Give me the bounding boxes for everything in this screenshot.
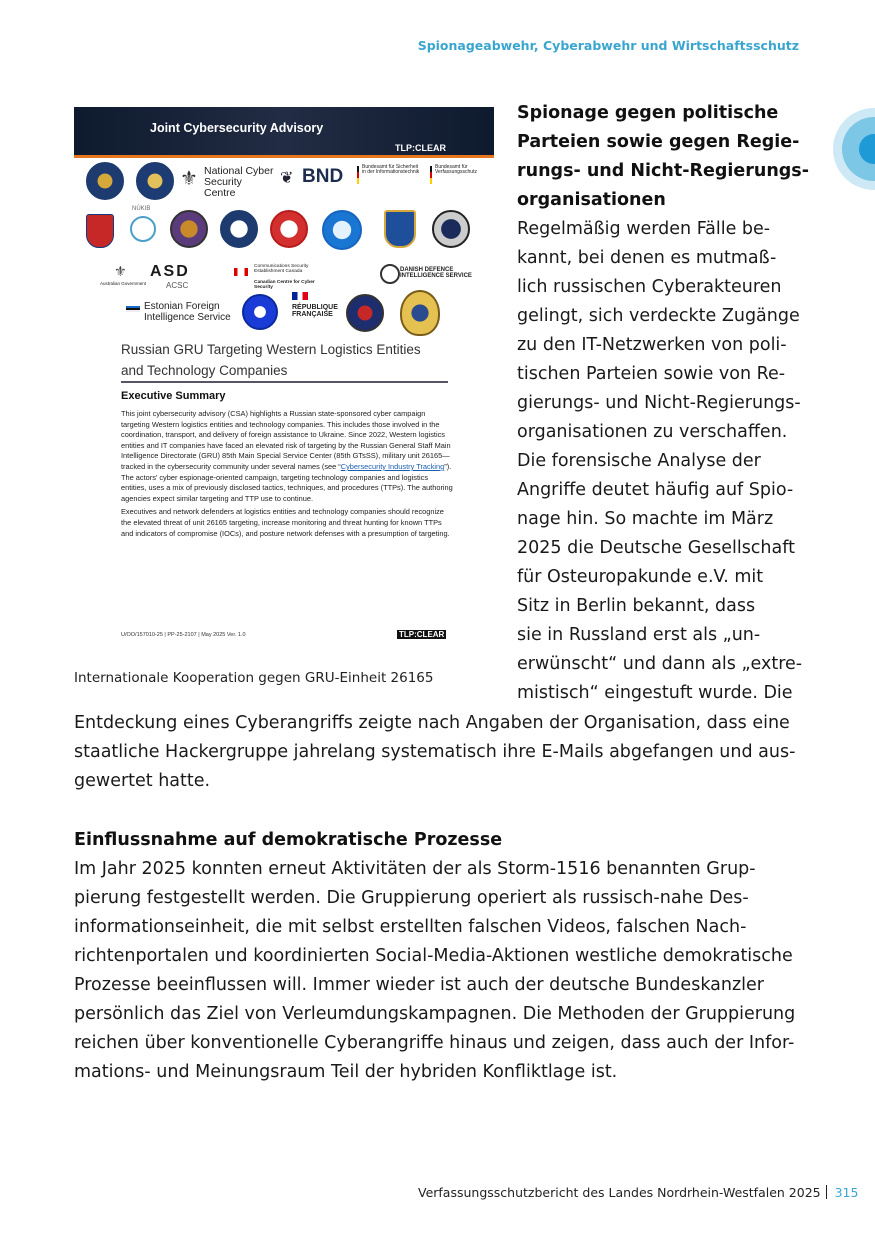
advisory-title-line: Russian GRU Targeting Western Logistics Entities	[121, 342, 421, 357]
heading-line: Parteien sowie gegen Regie-	[517, 132, 800, 152]
exec-summary-heading: Executive Summary	[121, 390, 226, 402]
text-line: Die forensische Analyse der	[517, 451, 761, 471]
czech-shield-icon	[86, 214, 114, 248]
section-paragraph	[74, 855, 795, 1087]
cisa-seal-icon	[220, 210, 258, 248]
text-line: gelingt, sich verdeckte Zugänge	[517, 306, 800, 326]
advisory-footer-tlp: TLP:CLEAR	[399, 630, 445, 639]
text-line: zu den IT-Netzwerken von poli-	[517, 335, 787, 355]
france-label: RÉPUBLIQUE FRANÇAISE	[292, 304, 338, 319]
canada-flag-icon	[234, 268, 248, 276]
ddis-label: DANISH DEFENCE INTELLIGENCE SERVICE	[400, 267, 472, 280]
side-paragraph	[517, 215, 802, 708]
advisory-footer-id: U/OO/157010-25 | PP-25-2107 | May 2025 Ver. 1.0	[121, 632, 246, 638]
france-seal-icon	[346, 294, 384, 332]
text-line: richtenportalen und koordinierten Social-Media-Aktionen westliche demokratische	[74, 946, 793, 966]
aus-gov-label: Australian Government	[100, 281, 147, 286]
estonia-seal-icon	[242, 294, 278, 330]
advisory-title-line: and Technology Companies	[121, 363, 288, 378]
section-heading	[517, 99, 809, 215]
text-line: tischen Parteien sowie von Re-	[517, 364, 786, 384]
dc3-seal-icon	[322, 210, 362, 250]
agency-logos	[74, 158, 494, 326]
industry-tracking-link[interactable]: Cybersecurity Industry Tracking	[340, 461, 445, 471]
title-divider	[121, 381, 448, 383]
exec-text: ”). The actors’ cyber espionage-oriented campaign, targeting technology companies and logistics entities, uses a mix of previously disclosed tactics, techniques, and procedures (TTPs). The authoring agencies expect similar targeting and TTP use to continue.	[121, 461, 453, 503]
ncsc-label: National Cyber Security Centre	[204, 165, 274, 200]
army-seal-icon	[170, 210, 208, 248]
estonia-flag-icon	[126, 306, 140, 312]
text-line: organisationen zu verschaffen.	[517, 422, 788, 442]
running-header: Spionageabwehr, Cyberabwehr und Wirtschaftsschutz	[417, 38, 799, 53]
bnd-label: BND	[302, 166, 344, 187]
text-line: gierungs- und Nicht-Regierungs-	[517, 393, 801, 413]
nukib-label: NÚKIB	[132, 206, 151, 212]
poland-seal-icon	[270, 210, 308, 248]
advisory-title	[121, 339, 421, 381]
acsc-label: ACSC	[166, 281, 189, 290]
banner-title: Joint Cybersecurity Advisory	[150, 121, 324, 135]
page-number: 315	[834, 1185, 859, 1200]
usaf-shield-icon	[384, 210, 416, 248]
text-line: Angriffe deutet häufig auf Spio-	[517, 480, 794, 500]
text-line: 2025 die Deutsche Gesellschaft	[517, 538, 795, 558]
text-line: kannt, bei denen es mutmaß-	[517, 248, 777, 268]
bnd-eagle-icon: ❦	[280, 168, 294, 187]
exec-summary-body	[121, 409, 454, 542]
text-line: Regelmäßig werden Fälle be-	[517, 219, 771, 239]
advisory-figure	[74, 107, 494, 647]
text-line: persönlich das Ziel von Verleumdungskampagnen. Die Methoden der Gruppierung	[74, 1004, 796, 1024]
ddis-seal-icon	[380, 264, 400, 284]
heading-line: organisationen	[517, 190, 666, 210]
text-line: staatliche Hackergruppe jahrelang systematisch ihre E-Mails abgefangen und aus-	[74, 742, 796, 762]
netherlands-seal-icon	[400, 290, 440, 336]
banner-tlp: TLP:CLEAR	[395, 143, 446, 153]
figure-caption: Internationale Kooperation gegen GRU-Einheit 26165	[74, 670, 434, 686]
decorative-circle-icon	[833, 108, 875, 190]
fbi-seal-icon	[136, 162, 174, 200]
exec-paragraph	[121, 409, 454, 504]
text-line: lich russischen Cyberakteuren	[517, 277, 782, 297]
bsi-flag-icon	[357, 166, 359, 184]
text-line: gewertet hatte.	[74, 771, 211, 791]
text-line: mations- und Meinungsraum Teil der hybriden Konfliktlage ist.	[74, 1062, 618, 1082]
cyber-command-seal-icon	[432, 210, 470, 248]
text-line: erwünscht“ und dann als „extre-	[517, 654, 803, 674]
nukib-seal-icon	[130, 216, 156, 242]
ccc-label: Canadian Centre for Cyber Security	[254, 280, 315, 291]
bfv-flag-icon	[430, 166, 432, 184]
asd-label: ASD	[150, 263, 190, 280]
text-line: Entdeckung eines Cyberangriffs zeigte nach Angaben der Organisation, dass eine	[74, 713, 790, 733]
ncsc-crest-icon: ⚜	[180, 166, 198, 190]
text-line: Im Jahr 2025 konnten erneut Aktivitäten der als Storm-1516 benannten Grup-	[74, 859, 756, 879]
heading-line: rungs- und Nicht-Regierungs-	[517, 161, 809, 181]
footer-divider	[826, 1185, 827, 1199]
section-heading: Einflussnahme auf demokratische Prozesse	[74, 830, 503, 850]
page-footer	[418, 1185, 858, 1200]
france-marianne-icon	[292, 292, 308, 300]
text-line: sie in Russland erst als „un-	[517, 625, 761, 645]
nsa-seal-icon	[86, 162, 124, 200]
text-line: für Osteuropakunde e.V. mit	[517, 567, 764, 587]
bsi-label: Bundesamt für Sicherheit in der Informationstechnik	[362, 164, 420, 176]
exec-paragraph: Executives and network defenders at logistics entities and technology companies should recognize the elevated threat of unit 26165 targeting, increase monitoring and threat hunting for known TTPs and indicators of compromise (IOCs), and posture network defenses with a presumption of targeting.	[121, 507, 450, 538]
footer-text: Verfassungsschutzbericht des Landes Nordrhein-Westfalen 2025	[418, 1185, 821, 1200]
text-line: Sitz in Berlin bekannt, dass	[517, 596, 756, 616]
text-line: reichen über konventionelle Cyberangriffe hinaus und zeigen, dass auch der Infor-	[74, 1033, 795, 1053]
exec-text: This joint cybersecurity advisory (CSA) highlights a Russian state-sponsored cyber campaign targeting Western logistics entities and technology companies. This includes those involved in the coordination, transport, and delivery of foreign assistance to Ukraine. Since 2022, Western logistics entities and IT companies have faced an elevated risk of targeting by the Russian General Staff Main Intelligence Directorate (GRU) 85th Main Special Service Center (85th GTsSS), military unit 26165—tracked in the cybersecurity community under several names (see “	[121, 409, 451, 471]
text-line: mistisch“ eingestuft wurde. Die	[517, 683, 793, 703]
advisory-banner	[74, 107, 494, 155]
aus-crest-icon: ⚜	[114, 264, 127, 280]
bfv-label: Bundesamt für Verfassungsschutz	[435, 164, 477, 176]
full-width-paragraph	[74, 709, 795, 796]
cse-label: Communications Security Establishment Canada	[254, 264, 309, 275]
text-line: pierung festgestellt werden. Die Gruppierung operiert als russisch-nahe Des-	[74, 888, 749, 908]
estonia-label: Estonian Foreign Intelligence Service	[144, 301, 231, 323]
heading-line: Spionage gegen politische	[517, 103, 779, 123]
text-line: nage hin. So machte im März	[517, 509, 774, 529]
text-line: Prozesse beeinflussen will. Immer wieder ist auch der deutsche Bundeskanzler	[74, 975, 764, 995]
text-line: informationseinheit, die mit selbst erstellten falschen Videos, falschen Nach-	[74, 917, 747, 937]
